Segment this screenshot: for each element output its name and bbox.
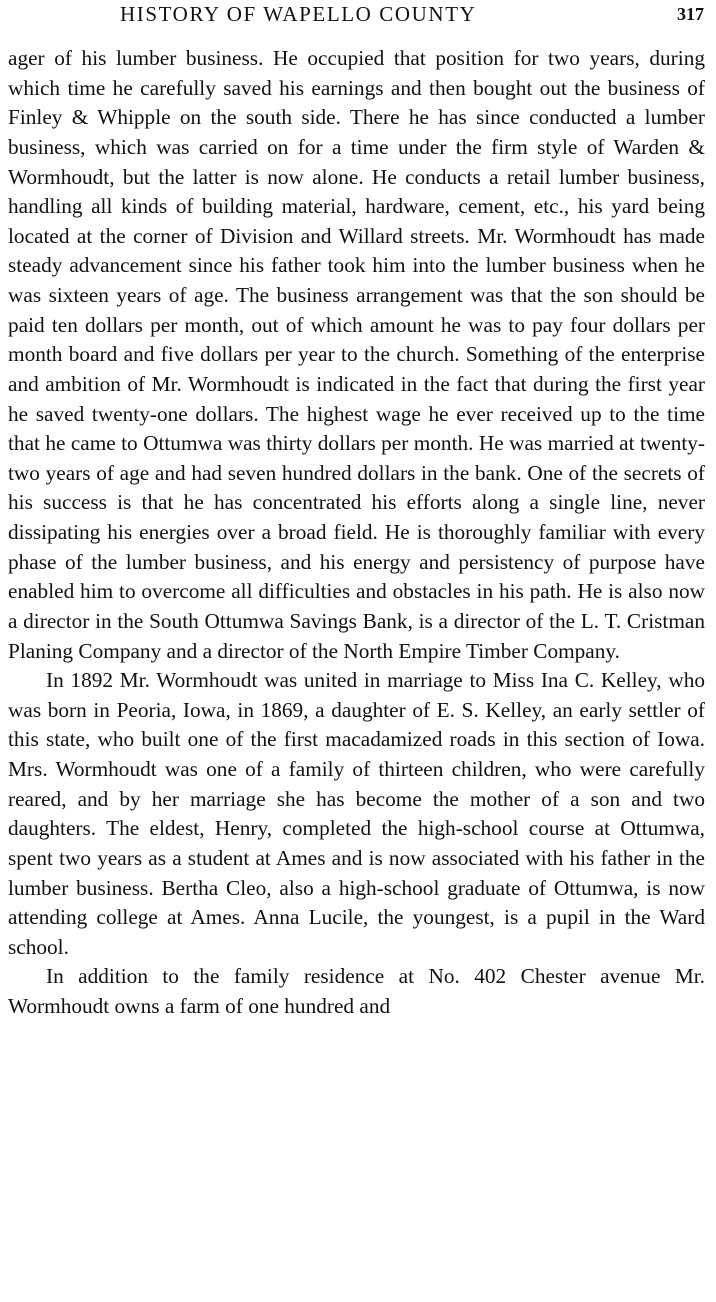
paragraph-marriage: In 1892 Mr. Wormhoudt was united in marriage to Miss Ina C. Kelley, who was born in Peoria, Iowa, in 1869, a daughter of E. S. Kelley, an early settler of this state, who built one of the first macadamized roads in this section of Iowa. Mrs. Wormhoudt was one of a family of thirteen children, who were carefully reared, and by her marriage she has become the mother of a son and two daughters. The eldest, Henry, completed the high-school course at Ottumwa, spent two years as a student at Ames and is now associated with his father in the lumber business. Bertha Cleo, also a high-school graduate of Ottumwa, is now attending college at Ames. Anna Lucile, the youngest, is a pupil in the Ward school. — [8, 668, 705, 959]
paragraph-residence: In addition to the family residence at No. 402 Chester avenue Mr. Wormhoudt owns a farm of one hundred and — [8, 964, 705, 1018]
paragraph-continued: ager of his lumber business. He occupied that position for two years, during which time he carefully saved his earnings and then bought out the business of Finley & Whipple on the south side. There he has since conducted a lumber business, which was carried on for a time under the firm style of Warden & Wormhoudt, but the latter is now alone. He conducts a retail lumber business, handling all kinds of building material, hardware, cement, etc., his yard being located at the corner of Division and Willard streets. Mr. Wormhoudt has made steady advancement since his father took him into the lumber business when he was sixteen years of age. The business arrangement was that the son should be paid ten dollars per month, out of which amount he was to pay four dollars per month board and five dollars per year to the church. Something of the enterprise and ambition of Mr. Wormhoudt is indicated in the fact that during the first year he saved twenty-one dollars. The highest wage he ever received up to the time that he came to Ottumwa was thirty dollars per month. He was married at twenty-two years of age and had seven hundred dollars in the bank. One of the secrets of his success is that he has concentrated his efforts along a single line, never dissipating his energies over a broad field. He is thoroughly familiar with every phase of the lumber business, and his energy and persistency of purpose have enabled him to overcome all difficulties and obstacles in his path. He is also now a director in the South Ottumwa Savings Bank, is a director of the L. T. Cristman Planing Company and a director of the North Empire Timber Company. — [8, 46, 705, 663]
running-title: HISTORY OF WAPELLO COUNTY — [120, 2, 477, 26]
body-text — [8, 44, 705, 1022]
page-header — [8, 2, 708, 32]
page-number: 317 — [677, 4, 704, 24]
